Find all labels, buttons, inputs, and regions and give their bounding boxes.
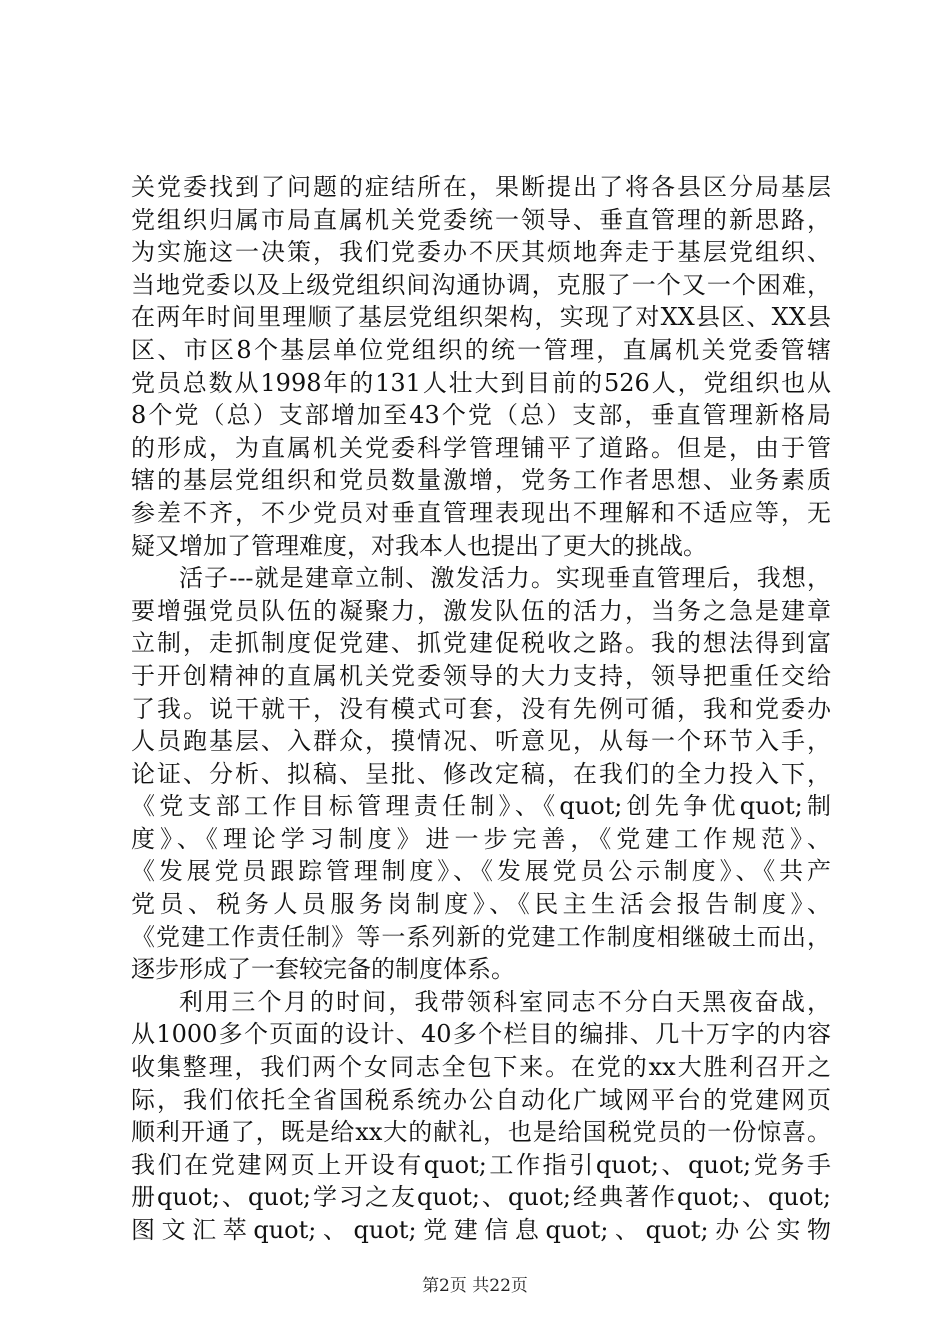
text-line: 为实施这一决策，我们党委办不厌其烦地奔走于基层党组织、 bbox=[131, 238, 831, 267]
text-line: 的形成，为直属机关党委科学管理铺平了道路。但是，由于管 bbox=[131, 433, 831, 462]
text-line: 册quot;、quot;学习之友quot;、quot;经典著作quot;、quot; bbox=[131, 1183, 831, 1212]
paragraph bbox=[131, 986, 831, 1247]
text-line: 疑又增加了管理难度，对我本人也提出了更大的挑战。 bbox=[131, 531, 707, 560]
text-line: 顺利开通了，既是给xx大的献礼，也是给国税党员的一份惊喜。 bbox=[131, 1118, 831, 1147]
text-line: 我们在党建网页上开设有quot;工作指引quot;、quot;党务手 bbox=[131, 1150, 831, 1179]
text-line: 辖的基层党组织和党员数量激增，党务工作者思想、业务素质 bbox=[131, 466, 831, 495]
text-line: 度》、《理论学习制度》进一步完善，《党建工作规范》、 bbox=[131, 824, 831, 853]
text-line: 《发展党员跟踪管理制度》、《发展党员公示制度》、《共产 bbox=[131, 857, 831, 886]
text-line: 活子---就是建章立制、激发活力。实现垂直管理后，我想， bbox=[179, 564, 831, 593]
text-line: 了我。说干就干，没有模式可套，没有先例可循，我和党委办 bbox=[131, 694, 831, 723]
paragraph bbox=[131, 562, 831, 986]
text-line: 参差不齐，不少党员对垂直管理表现出不理解和不适应等，无 bbox=[131, 498, 831, 527]
text-line: 从1000多个页面的设计、40多个栏目的编排、几十万字的内容 bbox=[131, 1020, 831, 1049]
page-footer: 第2页 共22页 bbox=[422, 1276, 528, 1296]
text-line: 党员、税务人员服务岗制度》、《民主生活会报告制度》、 bbox=[131, 890, 831, 919]
text-line: 立制，走抓制度促党建、抓党建促税收之路。我的想法得到富 bbox=[131, 629, 831, 658]
text-line: 区、市区8个基层单位党组织的统一管理，直属机关党委管辖 bbox=[131, 335, 831, 364]
text-line: 于开创精神的直属机关党委领导的大力支持，领导把重任交给 bbox=[131, 661, 831, 690]
text-line: 际，我们依托全省国税系统办公自动化广域网平台的党建网页 bbox=[131, 1085, 831, 1114]
text-line: 《党建工作责任制》等一系列新的党建工作制度相继破土而出， bbox=[131, 922, 831, 951]
text-line: 逐步形成了一套较完备的制度体系。 bbox=[131, 955, 515, 984]
text-line: 人员跑基层、入群众，摸情况、听意见，从每一个环节入手， bbox=[131, 727, 831, 756]
text-line: 在两年时间里理顺了基层党组织架构，实现了对XX县区、XX县 bbox=[131, 303, 831, 332]
text-line: 《党支部工作目标管理责任制》、《quot;创先争优quot;制 bbox=[131, 792, 831, 821]
text-line: 当地党委以及上级党组织间沟通协调，克服了一个又一个困难， bbox=[131, 270, 831, 299]
text-line: 收集整理，我们两个女同志全包下来。在党的xx大胜利召开之 bbox=[131, 1053, 831, 1082]
text-line: 论证、分析、拟稿、呈批、修改定稿，在我们的全力投入下， bbox=[131, 759, 831, 788]
text-line: 党组织归属市局直属机关党委统一领导、垂直管理的新思路， bbox=[131, 205, 831, 234]
text-line: 利用三个月的时间，我带领科室同志不分白天黑夜奋战， bbox=[179, 987, 831, 1016]
text-line: 8个党（总）支部增加至43个党（总）支部，垂直管理新格局 bbox=[131, 401, 831, 430]
text-line: 党员总数从1998年的131人壮大到目前的526人，党组织也从 bbox=[131, 368, 831, 397]
text-line: 要增强党员队伍的凝聚力，激发队伍的活力，当务之急是建章 bbox=[131, 596, 831, 625]
document-body bbox=[131, 171, 831, 1247]
paragraph bbox=[131, 171, 831, 562]
text-line: 图文汇萃quot;、quot;党建信息quot;、quot;办公实物 bbox=[131, 1216, 831, 1244]
text-line: 关党委找到了问题的症结所在，果断提出了将各县区分局基层 bbox=[131, 173, 831, 201]
